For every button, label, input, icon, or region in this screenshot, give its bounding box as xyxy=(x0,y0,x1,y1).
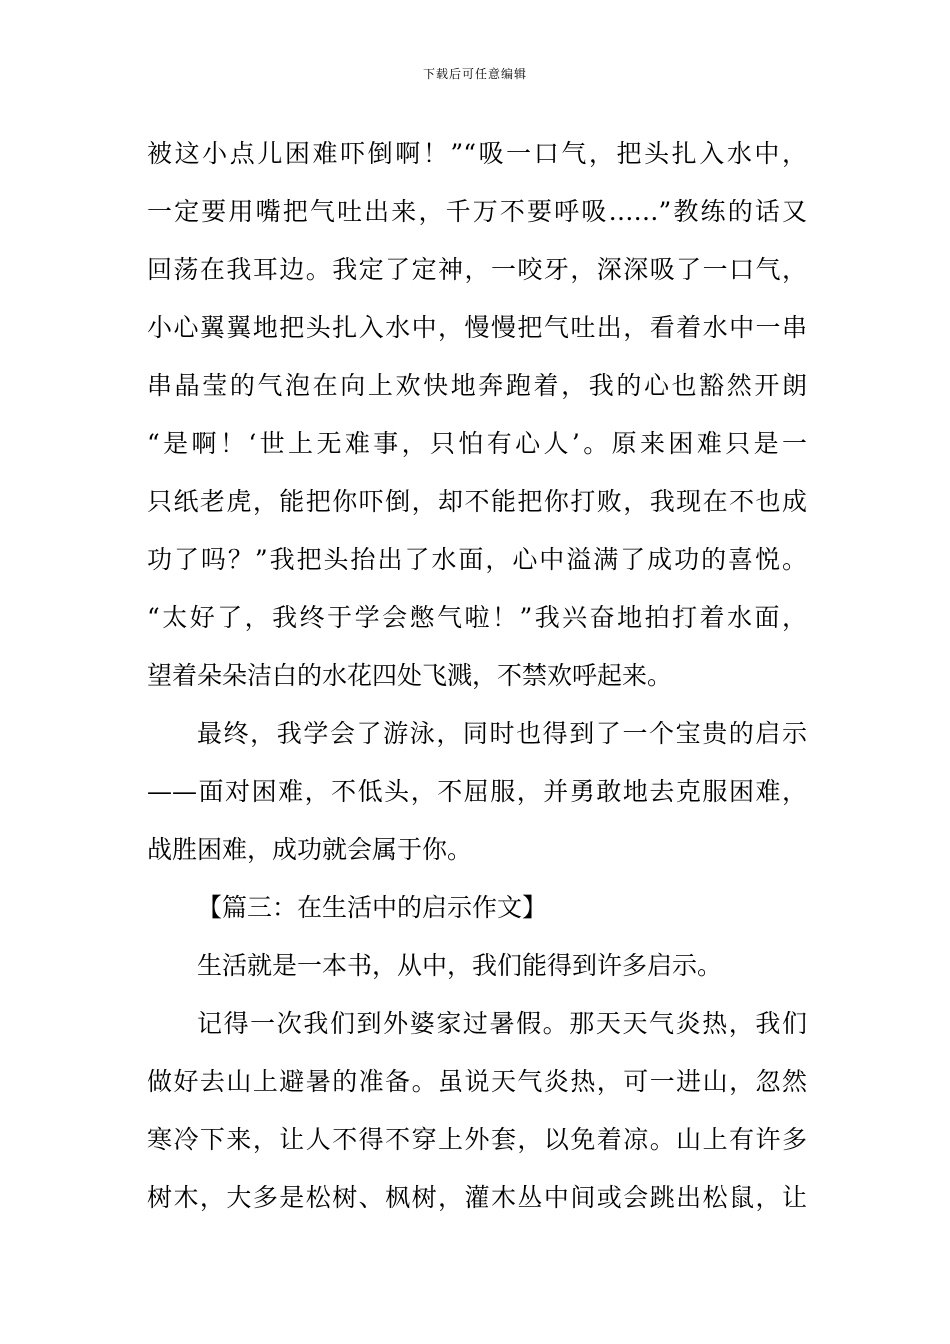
text-line: 战胜困难，成功就会属于你。 xyxy=(147,835,473,864)
paragraph-first-line: 记得一次我们到外婆家过暑假。那天天气炎热，我们 xyxy=(197,1009,807,1038)
text-line: ——面对困难，不低头，不屈服，并勇敢地去克服困难， xyxy=(147,777,807,806)
text-line: 被这小点儿困难吓倒啊！”“吸一口气，把头扎入水中， xyxy=(147,139,807,168)
paragraph-first-line: 生活就是一本书，从中，我们能得到许多启示。 xyxy=(197,951,723,980)
text-line: 树木，大多是松树、枫树，灌木丛中间或会跳出松鼠，让 xyxy=(147,1183,807,1212)
text-line: 望着朵朵洁白的水花四处飞溅，不禁欢呼起来。 xyxy=(147,661,673,690)
section-heading: 【篇三：在生活中的启示作文】 xyxy=(197,893,548,922)
text-line: “太好了，我终于学会憋气啦！”我兴奋地拍打着水面， xyxy=(147,603,807,632)
text-line: 串晶莹的气泡在向上欢快地奔跑着，我的心也豁然开朗 xyxy=(147,371,807,400)
page-header: 下载后可任意编辑 xyxy=(422,67,527,81)
text-line: 功了吗？”我把头抬出了水面，心中溢满了成功的喜悦。 xyxy=(147,545,807,574)
text-line: 一定要用嘴把气吐出来，千万不要呼吸……”教练的话又 xyxy=(147,197,807,226)
text-line: 只纸老虎，能把你吓倒，却不能把你打败，我现在不也成 xyxy=(147,487,807,516)
text-line: 小心翼翼地把头扎入水中，慢慢把气吐出，看着水中一串 xyxy=(147,313,807,342)
text-line: 寒冷下来，让人不得不穿上外套，以免着凉。山上有许多 xyxy=(147,1125,807,1154)
paragraph-first-line: 最终，我学会了游泳，同时也得到了一个宝贵的启示 xyxy=(197,719,807,748)
text-line: 做好去山上避暑的准备。虽说天气炎热，可一进山，忽然 xyxy=(147,1067,807,1096)
text-line: “是啊！‘世上无难事，只怕有心人’。原来困难只是一 xyxy=(147,429,807,458)
text-line: 回荡在我耳边。我定了定神，一咬牙，深深吸了一口气， xyxy=(147,255,807,284)
